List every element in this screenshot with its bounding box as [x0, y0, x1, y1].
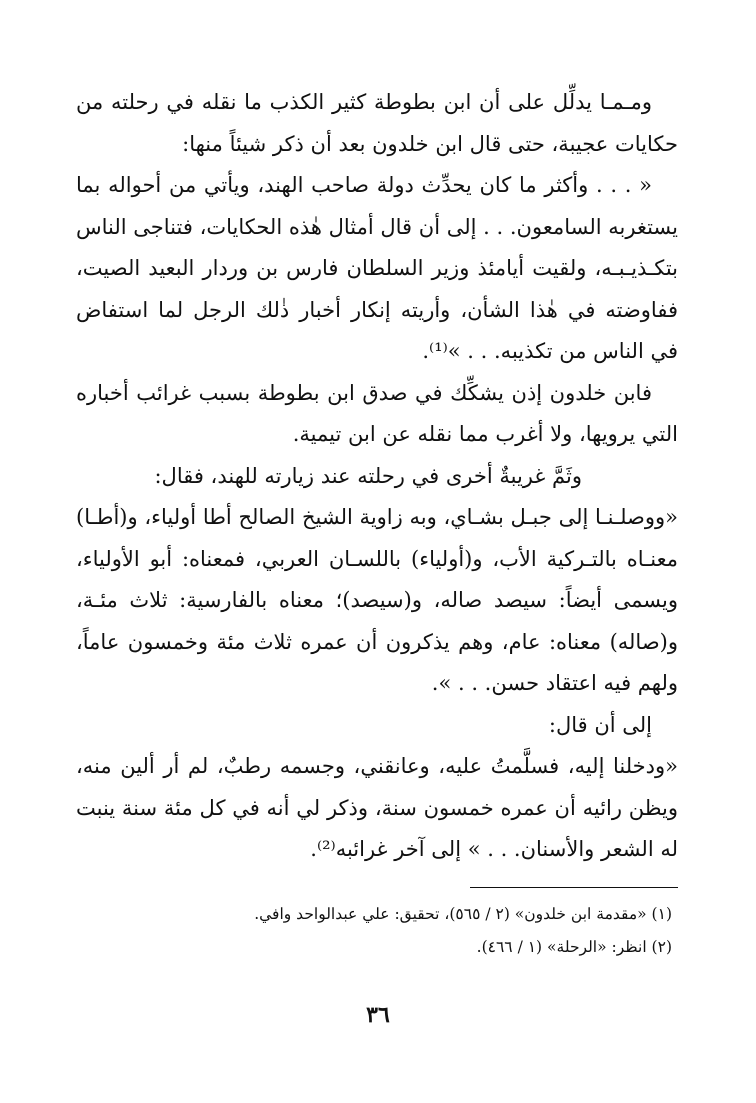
footnote-1: (١) «مقدمة ابن خلدون» (٢ / ٥٦٥)، تحقيق: علي عبدالواحد وافي. — [254, 904, 672, 923]
footnote-separator — [470, 887, 678, 888]
body-text — [76, 82, 678, 871]
paragraph-conclusion: فابن خلدون إذن يشكِّك في صدق ابن بطوطة بسبب غرائب أخباره التي يرويها، ولا أغرب مما نقله عن ابن تيمية. — [76, 380, 678, 446]
quote-entered-to-him: «ودخلنا إليه، فسلَّمتُ عليه، وعانقني، وجسمه رطبٌ، لم أر ألين منه، ويظن رائيه أن عمره خمسون سنة، وذكر لي أنه في كل مئة سنة ينبت له الشعر والأسنان. . . » إلى آخر غرائبه⁽²⁾. — [76, 754, 678, 861]
quote-ibn-khaldun: « . . . وأكثر ما كان يحدِّث دولة صاحب الهند، ويأتي من أحواله بما يستغربه السامعون. . . إلى أن قال أمثال هٰذه الحكايات، فتناجى الناس بتكـذيـبـه، ولقيت أيامئذ وزير السلطان فارس بن وردار البعيد الصيت، ففاوضته في هٰذا الشأن، وأريته إنكار أخبار ذٰلك الرجل لما استفاض في الناس من تكذيبه. . . »⁽¹⁾. — [76, 173, 678, 363]
paragraph-another-oddity: وثَمَّ غريبةٌ أخرى في رحلته عند زيارته للهند، فقال: — [154, 463, 582, 488]
page-number: ٣٦ — [366, 1002, 390, 1028]
quote-mount-bashai: «ووصلـنـا إلى جبـل بشـاي، وبه زاوية الشيخ الصالح أطا أولياء، و(أطـا) معنـاه بالتـركية الأب، و(أولياء) باللسـان العربي، فمعناه: أبو الأولياء، ويسمى أيضاً: سيصد صاله، و(سيصد)؛ معناه بالفارسية: ثلاث مئـة، و(صاله) معناه: عام، وهم يذكرون أن عمره ثلاث مئة وخمسون عاماً، ولهم فيه اعتقاد حسن. . . ». — [76, 505, 678, 695]
footnote-2: (٢) انظر: «الرحلة» (١ / ٤٦٦). — [476, 937, 672, 956]
footnotes — [76, 898, 678, 964]
paragraph-intro: ومـمـا يدلِّل على أن ابن بطوطة كثير الكذب ما نقله في رحلته من حكايات عجيبة، حتى قال ابن خلدون بعد أن ذكر شيئاً منها: — [76, 90, 678, 156]
paragraph-until-he-said: إلى أن قال: — [548, 712, 652, 737]
